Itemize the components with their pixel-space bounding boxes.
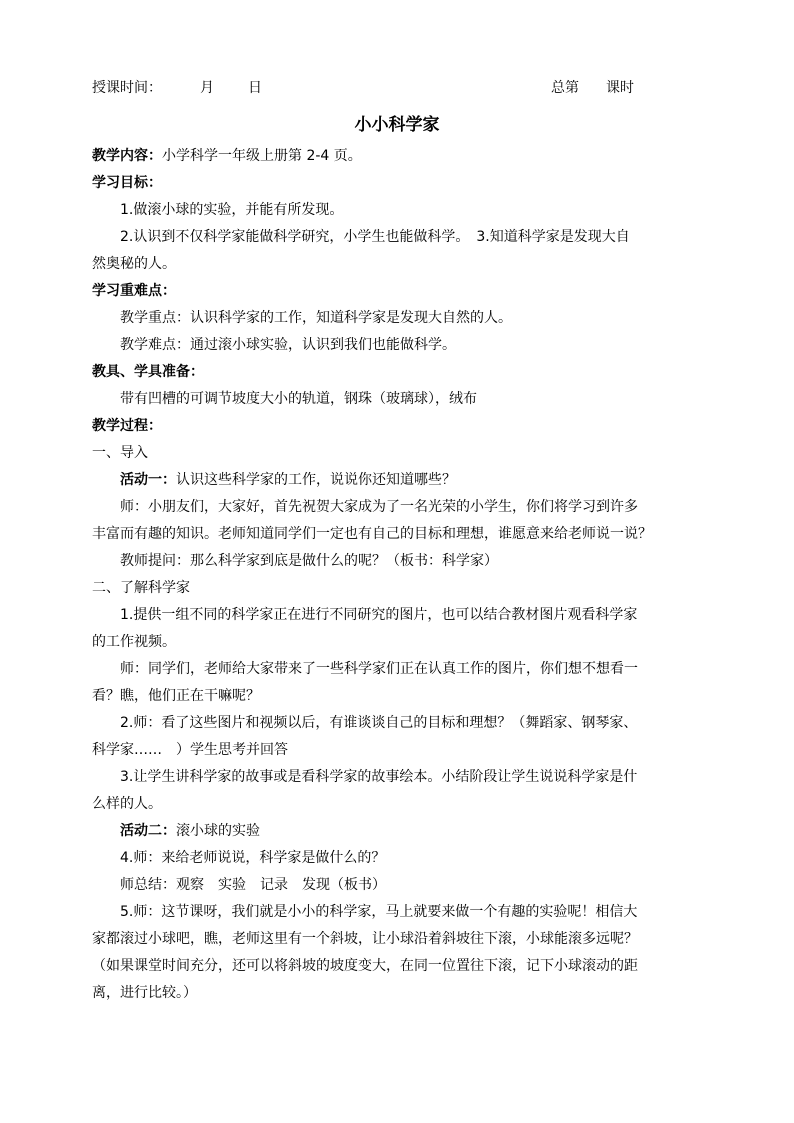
paragraph-line: 1.提供一组不同的科学家正在进行不同研究的图片，也可以结合教材图片观看科学家 xyxy=(120,607,638,623)
paragraph-line: 3.让学生讲科学家的故事或是看科学家的故事绘本。小结阶段让学生说说科学家是什 xyxy=(120,769,638,785)
paragraph-line: 丰富而有趣的知识。老师知道同学们一定也有自己的目标和理想，谁愿意来给老师说一说？ xyxy=(92,526,652,542)
teaching-difficulty: 教学难点：通过滚小球实验，认识到我们也能做科学。 xyxy=(120,337,456,353)
activity-one-text: 认识这些科学家的工作，说说你还知道哪些？ xyxy=(176,472,456,488)
lesson-time-label: 授课时间： xyxy=(92,80,162,96)
total-suffix: 课时 xyxy=(606,80,634,96)
paragraph-line: 科学家…… ）学生思考并回答 xyxy=(92,742,288,758)
paragraph-line: 么样的人。 xyxy=(92,796,162,812)
paragraph-line: 看？瞧，他们正在干嘛呢？ xyxy=(92,688,260,704)
section-heading: 一、导入 xyxy=(92,445,148,461)
teaching-content-label: 教学内容： xyxy=(92,148,162,164)
objective-line: 然奥秘的人。 xyxy=(92,256,176,272)
paragraph-line: 2.师：看了这些图片和视频以后，有谁谈谈自己的目标和理想？（舞蹈家、钢琴家、 xyxy=(120,715,638,731)
total-prefix: 总第 xyxy=(551,80,579,96)
paragraph-line: 家都滚过小球吧，瞧，老师这里有一个斜坡，让小球沿着斜坡往下滚，小球能滚多远呢？ xyxy=(92,931,638,947)
objective-line: 1.做滚小球的实验，并能有所发现。 xyxy=(120,202,344,218)
materials-text: 带有凹槽的可调节坡度大小的轨道，钢珠（玻璃球），绒布 xyxy=(120,391,477,407)
paragraph-line: （如果课堂时间充分，还可以将斜坡的坡度变大，在同一位置往下滚，记下小球滚动的距 xyxy=(92,958,638,974)
paragraph-line: 离，进行比较。） xyxy=(92,985,197,1001)
paragraph-line: 师：小朋友们，大家好，首先祝贺大家成为了一名光荣的小学生，你们将学习到许多 xyxy=(120,499,638,515)
lesson-body xyxy=(92,146,667,1010)
month-label: 月 xyxy=(200,80,214,96)
teaching-content-text: 小学科学一年级上册第 2-4 页。 xyxy=(162,148,362,164)
process-heading: 教学过程： xyxy=(92,418,162,434)
paragraph-line: 5.师：这节课呀，我们就是小小的科学家，马上就要来做一个有趣的实验呢！相信大 xyxy=(120,904,638,920)
activity-two-label: 活动二： xyxy=(120,823,176,839)
teaching-content xyxy=(92,146,667,173)
lesson-title: 小小科学家 xyxy=(354,115,440,135)
day-label: 日 xyxy=(248,80,262,96)
activity-one xyxy=(92,470,667,497)
activity-one-label: 活动一： xyxy=(120,472,176,488)
activity-two xyxy=(92,821,667,848)
paragraph-line: 4.师：来给老师说说，科学家是做什么的？ xyxy=(120,850,386,866)
materials-heading: 教具、学具准备： xyxy=(92,364,204,380)
objective-line: 2.认识到不仅科学家能做科学研究，小学生也能做科学。 3.知道科学家是发现大自 xyxy=(120,229,630,245)
section-heading: 二、了解科学家 xyxy=(92,580,190,596)
objectives-heading: 学习目标： xyxy=(92,175,162,191)
paragraph-line: 师总结：观察 实验 记录 发现（板书） xyxy=(120,877,386,893)
activity-two-text: 滚小球的实验 xyxy=(176,823,260,839)
key-points-heading: 学习重难点： xyxy=(92,283,176,299)
lesson-header xyxy=(92,77,652,97)
paragraph-line: 的工作视频。 xyxy=(92,634,176,650)
teaching-focus: 教学重点：认识科学家的工作，知道科学家是发现大自然的人。 xyxy=(120,310,512,326)
paragraph-line: 教师提问：那么科学家到底是做什么的呢？（板书：科学家） xyxy=(120,553,498,569)
paragraph-line: 师：同学们，老师给大家带来了一些科学家们正在认真工作的图片，你们想不想看一 xyxy=(120,661,638,677)
